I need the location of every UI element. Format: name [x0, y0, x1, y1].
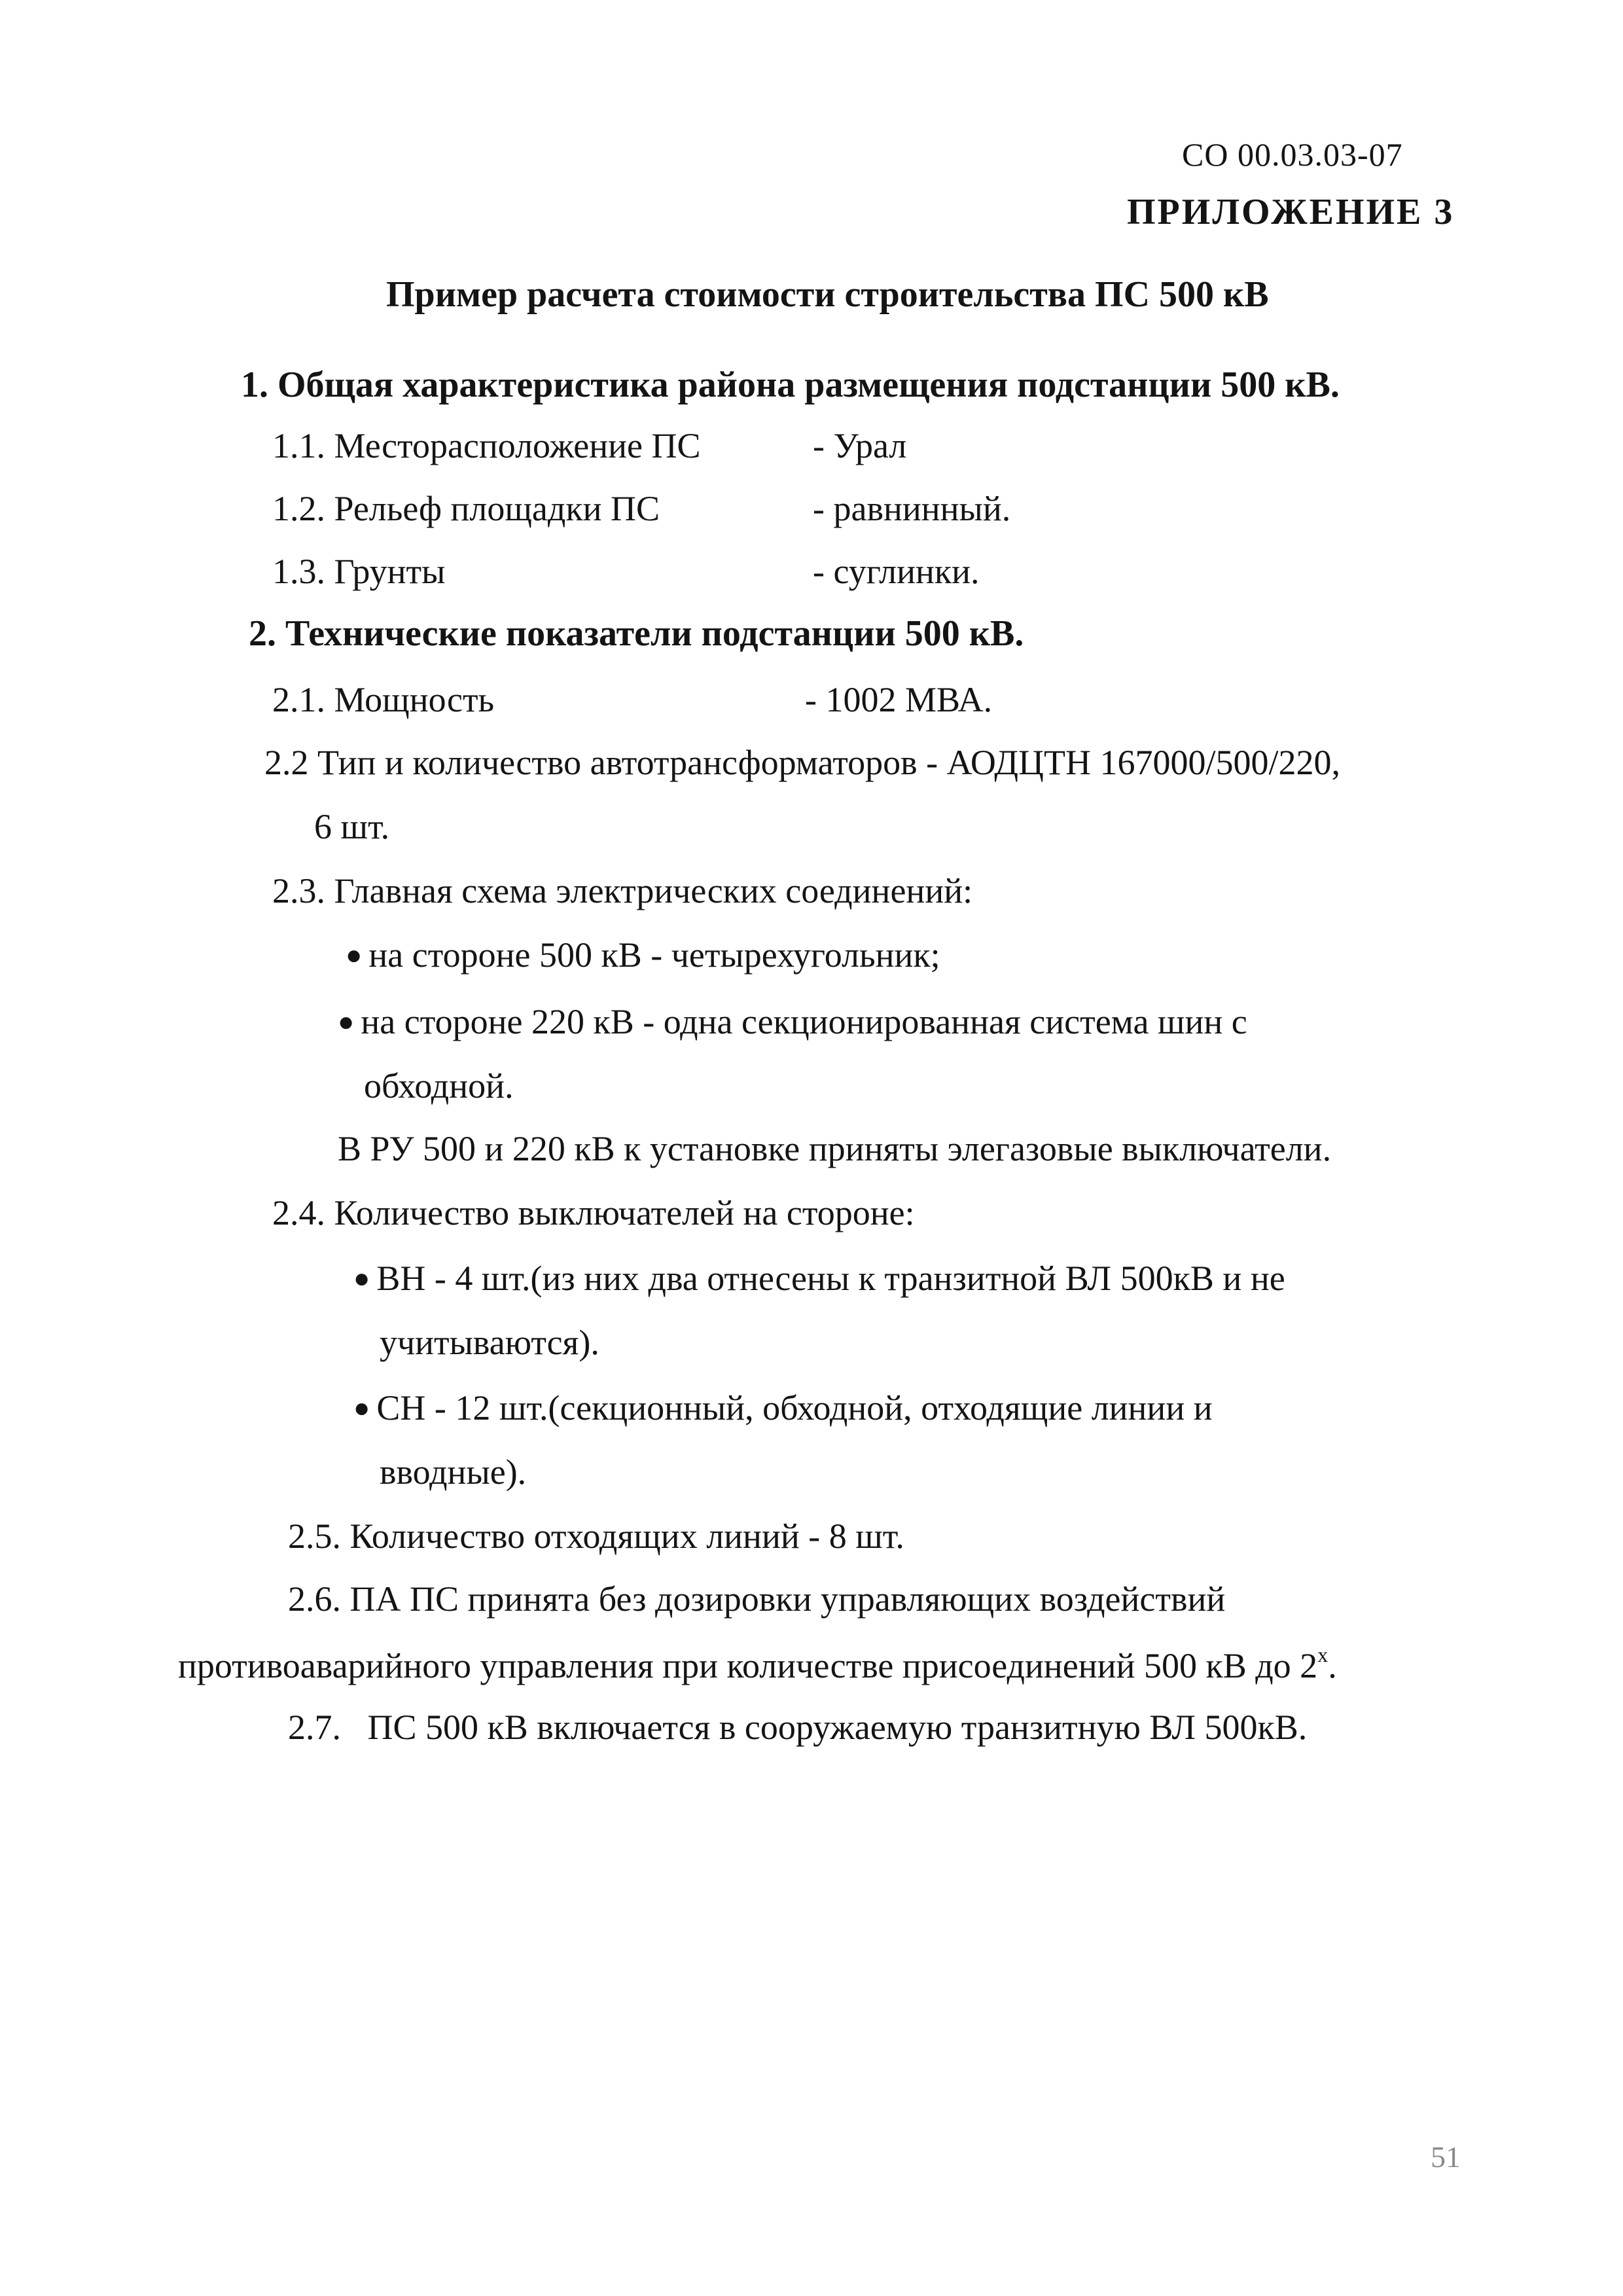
- item-2-3-bullet-2-continuation: обходной.: [364, 1066, 514, 1105]
- item-2-3-bullet-1: [346, 935, 940, 975]
- item-2-6-line-2-text: противоаварийного управления при количестве присоединений 500 кВ до 2: [178, 1646, 1318, 1685]
- item-2-4-bullet-1: [353, 1258, 1285, 1299]
- item-2-3-note: В РУ 500 и 220 кВ к установке приняты элегазовые выключатели.: [338, 1129, 1332, 1168]
- bullet-text: СН - 12 шт.(секционный, обходной, отходящие линии и: [376, 1388, 1213, 1427]
- item-2-4-bullet-1-continuation: учитываются).: [380, 1323, 599, 1362]
- exponent: х: [1317, 1643, 1329, 1666]
- item-1-3-value: - суглинки.: [813, 552, 980, 591]
- item-2-3-label: 2.3. Главная схема электрических соединений:: [272, 871, 973, 910]
- item-2-1-value: - 1002 МВА.: [805, 680, 993, 719]
- item-2-6-line-1: 2.6. ПА ПС принята без дозировки управляющих воздействий: [288, 1579, 1226, 1619]
- item-1-2-label: 1.2. Рельеф площадки ПС: [272, 489, 660, 528]
- bullet-icon: ●: [346, 941, 363, 971]
- item-2-4-bullet-2-continuation: вводные).: [380, 1452, 527, 1492]
- item-1-1-value: - Урал: [813, 426, 907, 465]
- section-2-heading: 2. Технические показатели подстанции 500 кВ.: [249, 613, 1024, 654]
- document-title: Пример расчета стоимости строительства ПС 500 кВ: [386, 274, 1269, 315]
- section-1-heading: 1. Общая характеристика района размещения подстанции 500 кВ.: [241, 365, 1340, 405]
- item-2-7: 2.7. ПС 500 кВ включается в сооружаемую транзитную ВЛ 500кВ.: [288, 1708, 1308, 1747]
- item-2-4-bullet-2: [353, 1388, 1213, 1428]
- item-2-1-label: 2.1. Мощность: [272, 680, 495, 719]
- item-2-5: 2.5. Количество отходящих линий - 8 шт.: [288, 1516, 904, 1556]
- item-1-3-label: 1.3. Грунты: [272, 552, 446, 591]
- item-2-6-line-2: [178, 1643, 1337, 1686]
- bullet-text: ВН - 4 шт.(из них два отнесены к транзитной ВЛ 500кВ и не: [376, 1259, 1285, 1298]
- item-2-2-line-2: 6 шт.: [314, 807, 390, 846]
- appendix-label: ПРИЛОЖЕНИЕ 3: [1127, 192, 1455, 232]
- item-1-2-value: - равнинный.: [813, 489, 1011, 528]
- page-number: 51: [1431, 2140, 1461, 2174]
- item-2-3-bullet-2: [338, 1001, 1247, 1042]
- bullet-text: на стороне 500 кВ - четырехугольник;: [368, 935, 940, 975]
- item-2-2-line-1: 2.2 Тип и количество автотрансформаторов - АОДЦТН 167000/500/220,: [264, 743, 1341, 782]
- document-code: СО 00.03.03-07: [1182, 136, 1403, 173]
- item-2-4-label: 2.4. Количество выключателей на стороне:: [272, 1193, 915, 1232]
- item-2-6-line-2-end: .: [1328, 1646, 1337, 1685]
- bullet-text: на стороне 220 кВ - одна секционированная система шин с: [361, 1002, 1247, 1041]
- bullet-icon: ●: [338, 1007, 355, 1037]
- bullet-icon: ●: [353, 1264, 370, 1294]
- item-1-1-label: 1.1. Месторасположение ПС: [272, 426, 701, 465]
- bullet-icon: ●: [353, 1393, 370, 1424]
